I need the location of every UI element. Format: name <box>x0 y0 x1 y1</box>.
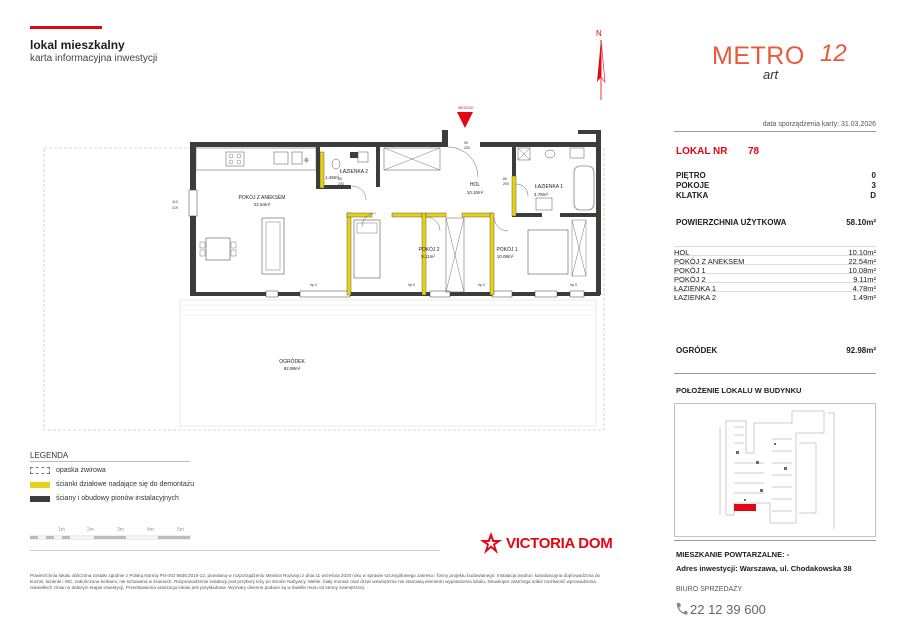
svg-text:80: 80 <box>338 177 342 181</box>
svg-text:3m: 3m <box>117 527 124 533</box>
svg-text:200: 200 <box>338 182 344 186</box>
logo-number: 12 <box>820 40 847 67</box>
room-label: POKÓJ 2 <box>418 247 440 253</box>
room-area: 9.11m² <box>421 254 435 259</box>
svg-text:hp 0: hp 0 <box>310 283 317 287</box>
info-row-stair: KLATKA D <box>676 191 876 200</box>
room-label: POKÓJ 1 <box>496 247 518 253</box>
info-row-floor: PIĘTRO 0 <box>676 171 876 180</box>
room-row: POKÓJ 1 10.08m² <box>674 266 876 275</box>
room-row: ŁAZIENKA 1 4.78m² <box>674 284 876 293</box>
legend-item: opaska żwirowa <box>30 467 106 474</box>
room-area: 10.08m² <box>496 254 514 259</box>
location-title: POŁOŻENIE LOKALU W BUDYNKU <box>676 386 802 395</box>
garden-row: OGRÓDEK 92.98m² <box>676 346 876 355</box>
usable-area-row: POWIERZCHNIA UŻYTKOWA 58.10m² <box>676 218 876 227</box>
room-label: HOL <box>469 182 481 188</box>
svg-text:2m: 2m <box>87 527 94 533</box>
svg-text:hp 0: hp 0 <box>570 283 577 287</box>
kitchen-counter <box>196 148 316 170</box>
north-arrow-icon <box>586 22 616 102</box>
logo-art: art <box>763 67 779 82</box>
room-area: 22.54m² <box>253 202 271 207</box>
floor-plan <box>30 100 610 435</box>
lokal-number: 78 <box>748 146 760 157</box>
room-label: ŁAZIENKA 1 <box>534 184 564 190</box>
repeat-label: MIESZKANIE POWTARZALNE: - <box>676 550 790 559</box>
svg-text:hp 0: hp 0 <box>408 283 415 287</box>
legend-item: ścianki działowe nadające się do demontażu <box>30 481 194 488</box>
sales-office-label: BIURO SPRZEDAŻY <box>676 586 743 593</box>
lokal-label: LOKAL NR <box>676 146 728 157</box>
room-label: POKÓJ Z ANEKSEM <box>238 195 286 201</box>
garden-area <box>180 300 596 426</box>
divider <box>674 131 876 132</box>
room-area: 92.98m² <box>283 366 301 371</box>
divider <box>30 550 440 551</box>
document-title: lokal mieszkalny <box>30 38 125 52</box>
brand-name: VICTORIA DOM <box>506 534 613 552</box>
unit-location-highlight <box>734 504 756 511</box>
disclaimer-text: Powierzchnia lokalu obliczona zostało zgodnie z Polską Normą PN-ISO 9836:2015-12, powołaną w rozporządzeniu Ministra Rozwoju z dnia 11 września 2020 roku w sprawie szczegółowego zakresu i formy projektu budowlanego. Instalacja wodna i kanalizacyjna doprowadzona do kuchni, łazienki i WC, zakończona korkami, nie schowana w ścianach. Rozprowadzenie instalacji pod przybory leży po stronie Nabywcy. Meble, biały montaż oraz drzwi wewnętrzne nie stanowią elementu wyposażenia lokalu. Deweloper zastrzega sobie możliwość wprowadzenia niewielkich zmian w dalszym etapie inwestycji. Przedstawiona aranżacja lokalu jest przykładowa. Wymiary okienne podane są w świetle muru od strony zewnętrznej. <box>30 573 601 591</box>
address-label: Adres inwestycji: Warszawa, ul. Chodakowska 38 <box>676 564 852 573</box>
divider <box>674 373 876 374</box>
svg-text:✳: ✳ <box>303 156 310 165</box>
legend-item: ściany i obudowy pionów instalacyjnych <box>30 495 179 502</box>
entrance-label: WEJŚCIE <box>458 106 474 110</box>
phone-icon <box>674 602 688 616</box>
divider <box>674 540 876 541</box>
svg-text:80: 80 <box>503 177 507 181</box>
logo-metro: METRO <box>712 42 805 70</box>
room-row: ŁAZIENKA 2 1.49m² <box>674 293 876 302</box>
info-row-rooms: POKOJE 3 <box>676 181 876 190</box>
north-label: N <box>596 29 602 38</box>
room-label: OGRÓDEK <box>279 359 305 365</box>
svg-text:4m: 4m <box>147 527 154 533</box>
svg-text:1m: 1m <box>58 527 65 533</box>
room-area: 1.49m² <box>324 175 340 180</box>
room-label: ŁAZIENKA 2 <box>339 169 369 175</box>
svg-text:200: 200 <box>503 182 509 186</box>
building-location-plan <box>674 403 876 537</box>
room-row: POKÓJ Z ANEKSEM 22.54m² <box>674 257 876 266</box>
svg-text:200: 200 <box>464 146 470 150</box>
date-label: data sporządzenia karty: 31.03.2026 <box>762 121 876 128</box>
brand-logo <box>480 532 612 554</box>
room-row: POKÓJ 2 9.11m² <box>674 275 876 284</box>
svg-text:110: 110 <box>172 200 178 204</box>
svg-text:90: 90 <box>464 141 468 145</box>
legend-title: LEGENDA <box>30 451 69 460</box>
victoria-dom-star-icon <box>480 532 502 554</box>
room-area: 10.10m² <box>466 190 484 195</box>
room-area: 4.78m² <box>533 192 549 197</box>
document-subtitle: karta informacyjna inwestycji <box>30 53 158 64</box>
divider <box>30 461 190 462</box>
svg-text:hp 0: hp 0 <box>478 283 485 287</box>
header-accent-line <box>30 26 102 29</box>
svg-text:5m: 5m <box>177 527 184 533</box>
svg-text:219: 219 <box>172 206 178 210</box>
room-row: HOL 10.10m² <box>674 248 876 257</box>
entrance-arrow-icon <box>457 112 473 128</box>
scale-bar <box>30 524 200 550</box>
phone-number: 22 12 39 600 <box>690 602 766 617</box>
